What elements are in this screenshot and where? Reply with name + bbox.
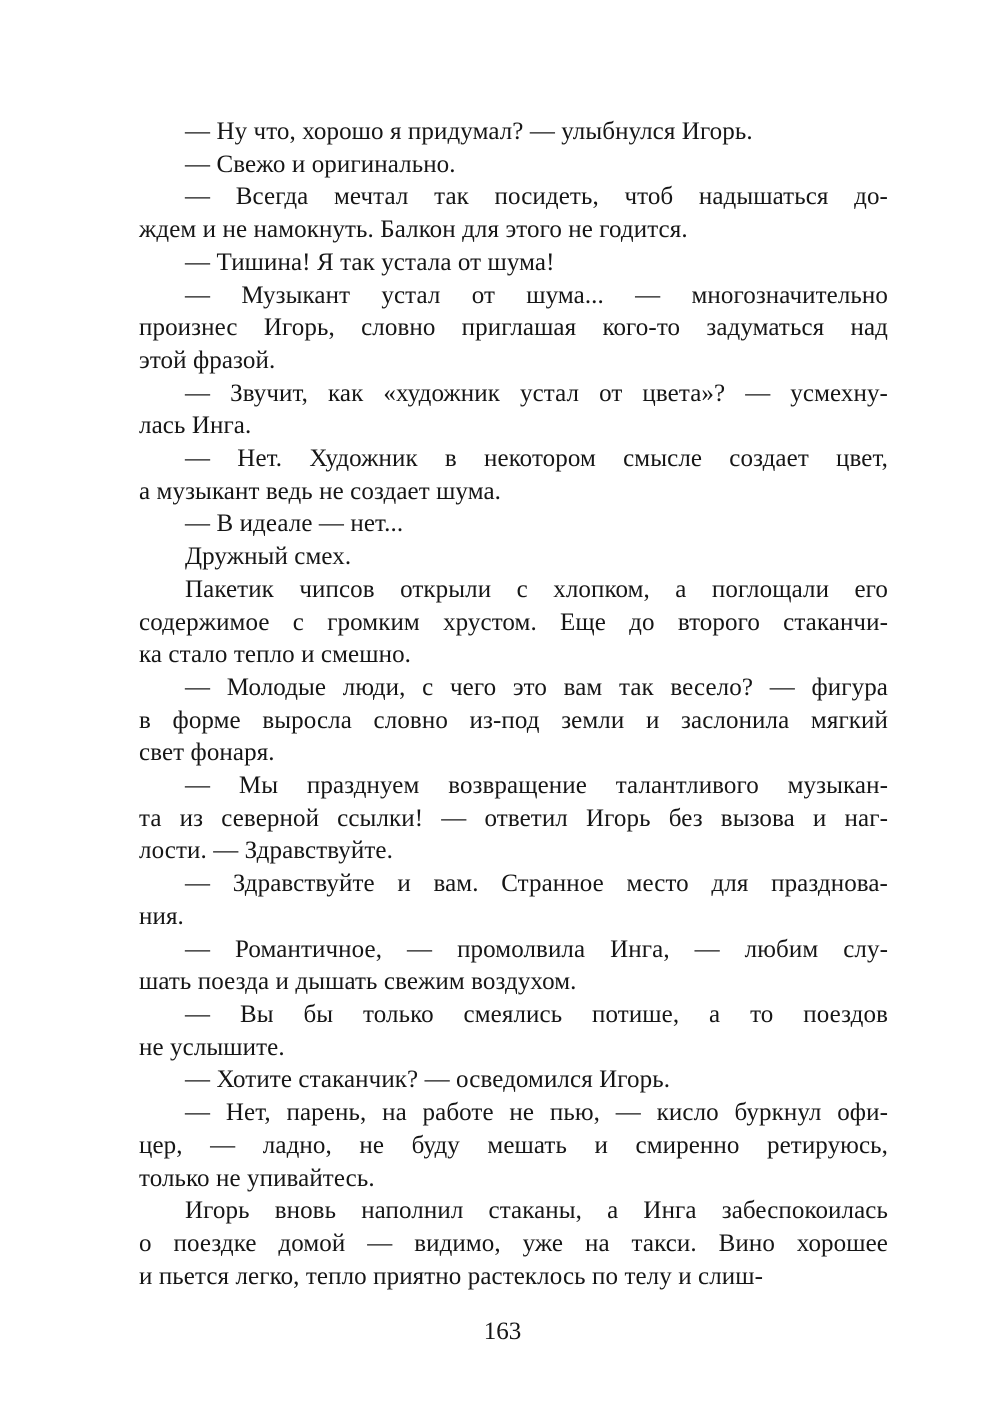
text-line: — Музыкант устал от шума... — многозначительно xyxy=(185,281,888,309)
text-line: ка стало тепло и смешно. xyxy=(139,641,412,669)
text-line: — Вы бы только смеялись потише, а то поездов xyxy=(185,1000,888,1028)
page-number: 163 xyxy=(483,1318,522,1345)
text-line: шать поезда и дышать свежим воздухом. xyxy=(139,968,577,996)
text-line: свет фонаря. xyxy=(139,739,275,767)
text-line: Игорь вновь наполнил стаканы, а Инга забеспокоилась xyxy=(185,1197,888,1225)
text-line: и пьется легко, тепло приятно растеклось по телу и слиш- xyxy=(139,1262,764,1290)
text-line: та из северной ссылки! — ответил Игорь без вызова и наг- xyxy=(139,804,888,832)
text-line: Дружный смех. xyxy=(185,543,352,571)
text-line: только не упивайтесь. xyxy=(139,1164,375,1192)
text-line: — Хотите стаканчик? — осведомился Игорь. xyxy=(185,1066,671,1094)
text-line: этой фразой. xyxy=(139,346,276,374)
text-line: о поездке домой — видимо, уже на такси. Вино хорошее xyxy=(139,1229,888,1257)
text-line: Пакетик чипсов открыли с хлопком, а поглощали его xyxy=(185,575,888,603)
text-line: а музыкант ведь не создает шума. xyxy=(139,477,502,505)
text-line: содержимое с громким хрустом. Еще до второго стаканчи- xyxy=(139,608,888,636)
text-line: — Романтичное, — промолвила Инга, — любим слу- xyxy=(185,935,888,963)
text-line: произнес Игорь, словно приглашая кого-то задуматься над xyxy=(139,314,888,342)
text-line: — Всегда мечтал так посидеть, чтоб надышаться до- xyxy=(185,183,888,211)
text-line: лости. — Здравствуйте. xyxy=(139,837,393,865)
text-line: ния. xyxy=(139,902,184,930)
text-line: — Молодые люди, с чего это вам так весело? — фигура xyxy=(185,673,888,701)
text-line: — Звучит, как «художник устал от цвета»? — усмехну- xyxy=(185,379,888,407)
text-block xyxy=(139,116,888,1293)
text-line: не услышите. xyxy=(139,1033,285,1061)
text-line: ждем и не намокнуть. Балкон для этого не годится. xyxy=(139,216,688,244)
text-line: — Мы празднуем возвращение талантливого музыкан- xyxy=(185,772,888,800)
text-line: — Тишина! Я так устала от шума! xyxy=(185,248,555,276)
text-line: — Нет. Художник в некотором смысле создает цвет, xyxy=(185,445,888,473)
text-line: — В идеале — нет... xyxy=(185,510,404,538)
text-line: — Здравствуйте и вам. Странное место для празднова- xyxy=(185,870,888,898)
text-line: — Ну что, хорошо я придумал? — улыбнулся Игорь. xyxy=(185,118,753,145)
text-line: в форме выросла словно из-под земли и заслонила мягкий xyxy=(139,706,888,734)
text-line: лась Инга. xyxy=(139,412,252,440)
text-line: — Свежо и оригинально. xyxy=(185,150,456,178)
text-line: — Нет, парень, на работе не пью, — кисло буркнул офи- xyxy=(185,1099,888,1127)
text-line: цер, — ладно, не буду мешать и смиренно ретируюсь, xyxy=(139,1131,888,1159)
